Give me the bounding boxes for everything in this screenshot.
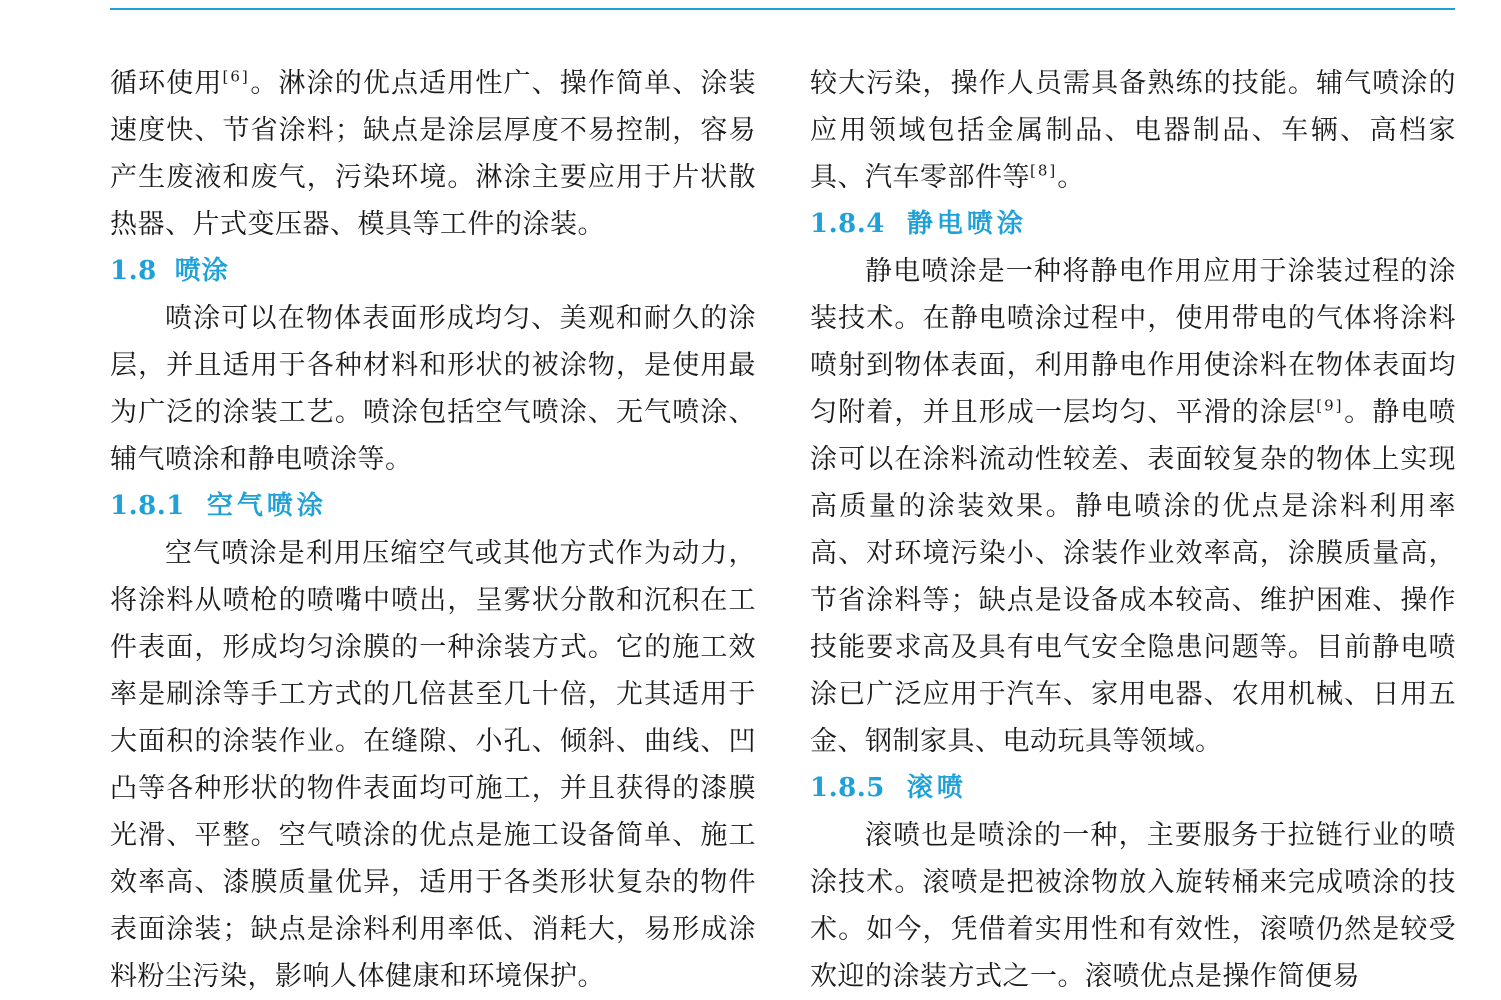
header-rule xyxy=(110,8,1455,10)
text-run: 循环使用 xyxy=(110,68,223,99)
paragraph-air-spray: 空气喷涂是利用压缩空气或其他方式作为动力，将涂料从喷枪的喷嘴中喷出，呈雾状分散和沉积在工件表面，形成均匀涂膜的一种涂装方式。它的施工效率是刷涂等手工方式的几倍甚至几十倍，尤其适用于大面积的涂装作业。在缝隙、小孔、倾斜、曲线、凹凸等各种形状的物件表面均可施工，并且获得的漆膜光滑、平整。空气喷涂的优点是施工设备简单、施工效率高、漆膜质量优异，适用于各类形状复杂的物件表面涂装；缺点是涂料利用率低、消耗大，易形成涂料粉尘污染，影响人体健康和环境保护。 xyxy=(110,538,756,992)
section-title: 空气喷涂 xyxy=(206,491,327,521)
right-column xyxy=(810,60,1456,1000)
citation-ref[interactable]: [9] xyxy=(1316,396,1344,415)
citation-ref[interactable]: [8] xyxy=(1030,161,1058,180)
left-column xyxy=(110,60,756,1000)
text-run: 。 xyxy=(1057,162,1085,193)
section-title: 静电喷涂 xyxy=(906,209,1027,239)
text-run: 。淋涂的优点适用性广、操作简单、涂装速度快、节省涂料；缺点是涂层厚度不易控制，容易产生废液和废气，污染环境。淋涂主要应用于片状散热器、片式变压器、模具等工件的涂装。 xyxy=(110,68,756,240)
section-heading-1-8-1 xyxy=(110,483,756,530)
paragraph-assisted-spray-end xyxy=(810,60,1456,201)
paragraph-pour-coating-end xyxy=(110,60,756,248)
text-run: 静电喷涂是一种将静电作用应用于涂装过程的涂装技术。在静电喷涂过程中，使用带电的气体将涂料喷射到物体表面，利用静电作用使涂料在物体表面均匀附着，并且形成一层均匀、平滑的涂层 xyxy=(810,256,1456,428)
section-number: 1.8.1 xyxy=(110,491,185,521)
section-heading-1-8-5 xyxy=(810,765,1456,812)
section-heading-1-8-4 xyxy=(810,201,1456,248)
section-title: 喷涂 xyxy=(174,256,229,286)
section-number: 1.8.5 xyxy=(810,773,885,803)
paragraph-barrel-spray: 滚喷也是喷涂的一种，主要服务于拉链行业的喷涂技术。滚喷是把被涂物放入旋转桶来完成喷涂的技术。如今，凭借着实用性和有效性，滚喷仍然是较受欢迎的涂装方式之一。滚喷优点是操作简便易 xyxy=(810,820,1456,992)
text-run: 较大污染，操作人员需具备熟练的技能。辅气喷涂的应用领域包括金属制品、电器制品、车辆、高档家具、汽车零部件等 xyxy=(810,68,1456,193)
section-title: 滚喷 xyxy=(906,773,967,803)
paragraph-spray-coating: 喷涂可以在物体表面形成均匀、美观和耐久的涂层，并且适用于各种材料和形状的被涂物，是使用最为广泛的涂装工艺。喷涂包括空气喷涂、无气喷涂、辅气喷涂和静电喷涂等。 xyxy=(110,303,756,475)
section-heading-1-8 xyxy=(110,248,756,295)
citation-ref[interactable]: [6] xyxy=(222,67,250,86)
section-number: 1.8.4 xyxy=(810,209,885,239)
text-run: 。静电喷涂可以在涂料流动性较差、表面较复杂的物体上实现高质量的涂装效果。静电喷涂的优点是涂料利用率高、对环境污染小、涂装作业效率高，涂膜质量高，节省涂料等；缺点是设备成本较高、维护困难、操作技能要求高及具有电气安全隐患问题等。目前静电喷涂已广泛应用于汽车、家用电器、农用机械、日用五金、钢制家具、电动玩具等领域。 xyxy=(810,397,1456,757)
paragraph-electrostatic-spray xyxy=(810,248,1456,765)
section-number: 1.8 xyxy=(110,256,157,286)
